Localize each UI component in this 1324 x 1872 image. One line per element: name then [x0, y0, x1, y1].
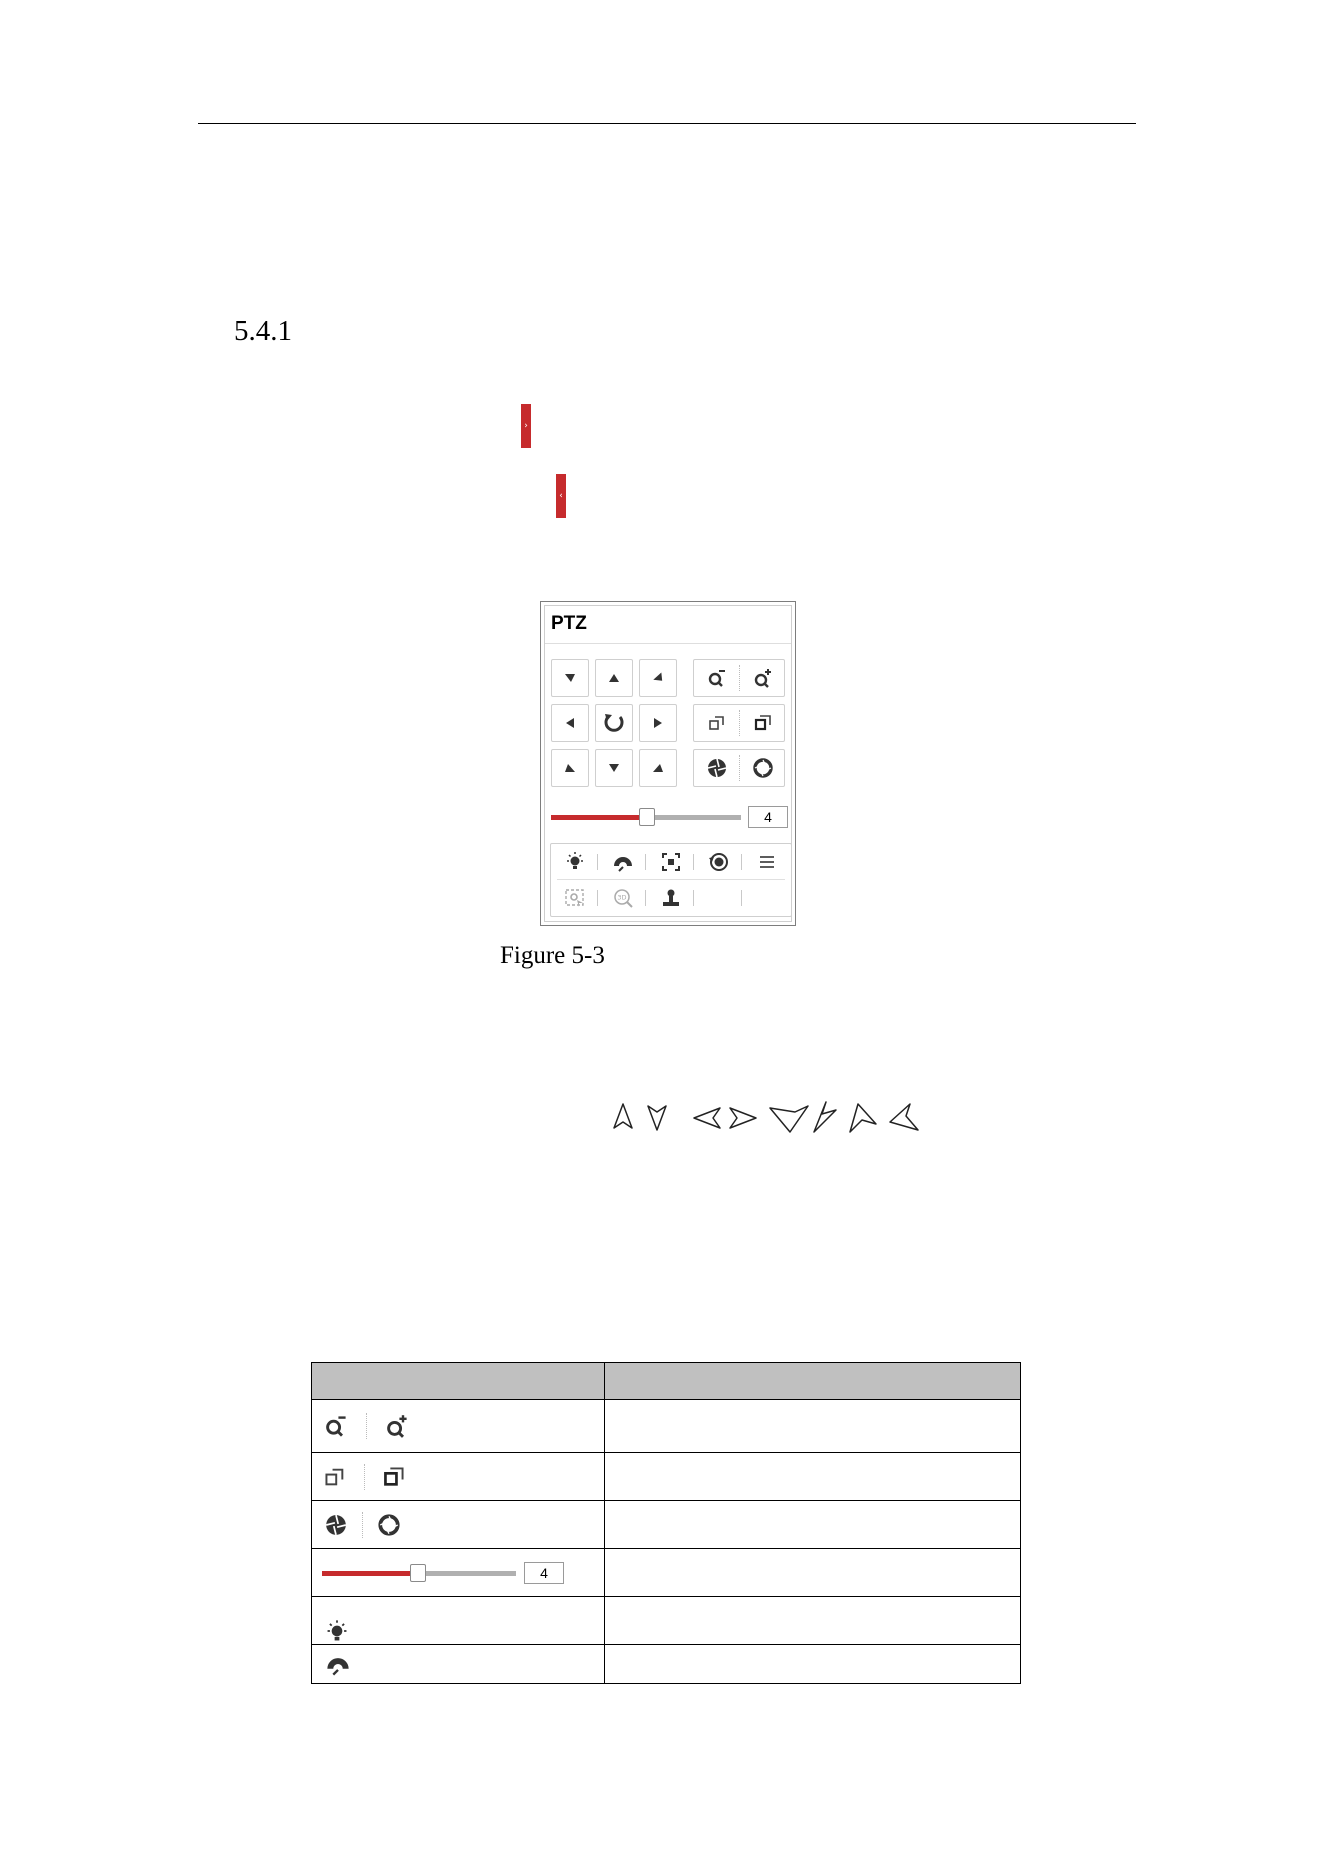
wiper-button[interactable] — [599, 847, 647, 877]
cursor-up-right-icon — [890, 1104, 918, 1130]
ptz-title-divider — [545, 643, 791, 644]
arrow-down-icon — [608, 762, 620, 774]
light-icon — [324, 1618, 350, 1644]
table-row — [312, 1597, 1021, 1645]
light-icon — [564, 851, 586, 873]
slider-handle — [410, 1564, 426, 1582]
table-cell-description — [605, 1453, 1021, 1501]
arrow-up-right-icon — [652, 672, 664, 684]
iris-open-icon — [377, 1513, 401, 1537]
lens-initialization-icon — [708, 851, 730, 873]
pan-left-button[interactable] — [551, 704, 589, 742]
wiper-icon — [612, 851, 634, 873]
cursor-up-icon — [614, 1104, 632, 1128]
iris-open-icon — [752, 757, 774, 779]
cursor-down-icon — [648, 1106, 666, 1130]
pan-up-right-button[interactable] — [639, 659, 677, 697]
table-row — [312, 1453, 1021, 1501]
cursor-left-icon — [694, 1108, 720, 1128]
zoom-in-icon — [385, 1414, 409, 1438]
zoom-out-button[interactable] — [694, 660, 740, 696]
pan-right-button[interactable] — [639, 704, 677, 742]
focus-far-icon — [754, 714, 772, 732]
section-number: 5.4.1 — [234, 315, 292, 347]
direction-cursor-arrows — [610, 1100, 970, 1136]
manual-tracking-button[interactable] — [551, 883, 599, 913]
wiper-icon — [324, 1651, 352, 1677]
ptz-panel-body — [544, 605, 792, 922]
slider-handle[interactable] — [639, 808, 655, 826]
tilt-up-button[interactable] — [595, 659, 633, 697]
pan-down-right-button[interactable] — [639, 749, 677, 787]
figure-caption: Figure 5-3 — [500, 942, 605, 969]
table-row — [312, 1549, 1021, 1597]
menu-button[interactable] — [743, 847, 791, 877]
slider-track — [418, 1571, 516, 1576]
arrow-down-left-icon — [564, 762, 576, 774]
table-cell-description — [605, 1501, 1021, 1549]
arrow-up-left-icon — [564, 672, 576, 684]
ptz-panel-title: PTZ — [551, 613, 587, 634]
arrow-right-icon — [652, 717, 664, 729]
person-icon — [660, 887, 682, 909]
focus-far-button[interactable] — [740, 705, 786, 741]
focus-near-icon — [324, 1466, 346, 1488]
ptz-speed-slider[interactable] — [551, 807, 741, 827]
iris-close-icon — [706, 757, 728, 779]
ptz-icon-legend-table — [311, 1362, 1021, 1684]
3d-zoom-button[interactable] — [599, 883, 647, 913]
lens-initialization-button[interactable] — [695, 847, 743, 877]
zoom-in-button[interactable] — [740, 660, 786, 696]
cursor-down-right-icon — [814, 1102, 836, 1132]
zoom-pair — [693, 659, 785, 697]
table-cell-description — [605, 1400, 1021, 1453]
ptz-speed-value[interactable]: 4 — [748, 806, 788, 828]
menu-icon — [758, 854, 776, 870]
table-cell-description — [605, 1645, 1021, 1684]
cursor-right-icon — [730, 1108, 756, 1128]
light-button[interactable] — [551, 847, 599, 877]
cursor-down-left-icon — [770, 1106, 808, 1132]
table-cell-description — [605, 1597, 1021, 1645]
table-header-icon — [312, 1363, 605, 1400]
speed-value-box: 4 — [524, 1562, 564, 1584]
manual-tracking-icon — [564, 887, 586, 909]
person-button[interactable] — [647, 883, 695, 913]
focus-near-button[interactable] — [694, 705, 740, 741]
cursor-up-left-icon — [850, 1104, 876, 1132]
table-header-row — [312, 1363, 1021, 1400]
tilt-down-button[interactable] — [595, 749, 633, 787]
iris-open-button[interactable] — [740, 750, 786, 786]
arrow-up-icon — [608, 672, 620, 684]
focus-near-icon — [708, 714, 726, 732]
iris-pair — [693, 749, 785, 787]
auto-pan-button[interactable] — [595, 704, 633, 742]
3d-zoom-icon — [612, 887, 634, 909]
slider-fill — [551, 815, 646, 820]
expand-tab-icon: › — [521, 404, 531, 448]
zoom-in-icon — [753, 668, 773, 688]
speed-slider-illustration — [312, 1550, 604, 1596]
ptz-panel — [540, 601, 796, 926]
arrow-down-right-icon — [652, 762, 664, 774]
table-cell-description — [605, 1549, 1021, 1597]
one-touch-focus-icon — [661, 852, 681, 872]
svg-text:3D: 3D — [617, 893, 627, 902]
table-row — [312, 1645, 1021, 1684]
focus-pair — [693, 704, 785, 742]
ptz-tools-panel — [550, 843, 792, 917]
focus-far-icon — [383, 1466, 405, 1488]
table-row — [312, 1501, 1021, 1549]
iris-close-button[interactable] — [694, 750, 740, 786]
pan-down-left-button[interactable] — [551, 749, 589, 787]
slider-fill — [322, 1571, 418, 1576]
one-touch-focus-button[interactable] — [647, 847, 695, 877]
table-header-description — [605, 1363, 1021, 1400]
pan-up-left-button[interactable] — [551, 659, 589, 697]
zoom-out-icon — [707, 668, 727, 688]
collapse-tab-icon: ‹ — [556, 474, 566, 518]
header-rule — [198, 123, 1136, 124]
tools-row-divider — [557, 879, 785, 880]
table-row — [312, 1400, 1021, 1453]
auto-pan-icon — [602, 711, 626, 735]
slider-track — [646, 815, 741, 820]
arrow-left-icon — [564, 717, 576, 729]
zoom-out-icon — [324, 1414, 348, 1438]
iris-close-icon — [324, 1513, 348, 1537]
